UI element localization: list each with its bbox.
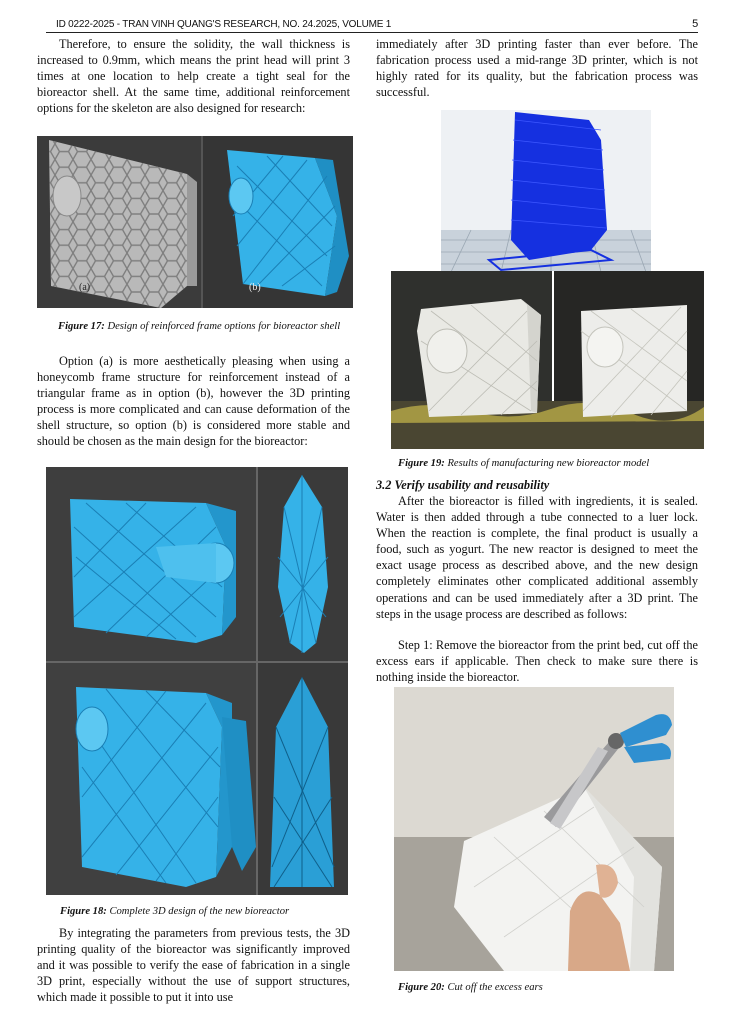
- running-header: [46, 18, 698, 32]
- figure-18-image: [46, 467, 348, 895]
- section-title: 3.2 Verify usability and reusability: [376, 478, 550, 492]
- figure-18-caption-label: Figure 18:: [60, 906, 107, 917]
- figure-20-caption-text: Cut off the excess ears: [444, 982, 543, 993]
- left-paragraph-3: By integrating the parameters from previous tests, the 3D printing quality of the bioreactor was significantly improved and it was possible to verify the ease of fabrication in a single 3D print, especially without the use of support structures, which made it possible to put it into use: [37, 926, 350, 1005]
- figure-17-caption: [58, 320, 350, 334]
- right-paragraph-1: immediately after 3D printing faster than ever before. The fabrication process used a mid-range 3D printer, which is not highly rated for its quality, but the fabrication process was successful.: [376, 37, 698, 100]
- figure-17-image: [37, 136, 353, 308]
- header-title: ID 0222-2025 - TRAN VINH QUANG'S RESEARCH, NO. 24.2025, VOLUME 1: [56, 19, 392, 30]
- figure-19-caption-label: Figure 19:: [398, 458, 445, 469]
- figure-19-caption-text: Results of manufacturing new bioreactor model: [444, 458, 650, 469]
- figure-17-label-a: (a): [79, 282, 91, 293]
- figure-20-caption: [398, 981, 698, 995]
- page-number: 5: [692, 18, 698, 30]
- figure-18-caption: [60, 905, 350, 919]
- right-paragraph-3: Step 1: Remove the bioreactor from the print bed, cut off the excess ears if applicable. Then check to make sure there is nothing inside the bioreactor.: [376, 638, 698, 685]
- figure-19-slicer-image: [441, 110, 651, 272]
- figure-18-caption-text: Complete 3D design of the new bioreactor: [106, 906, 290, 917]
- left-paragraph-2: Option (a) is more aesthetically pleasing when using a honeycomb frame structure for reinforcement instead of a triangular frame as in option (b), however the 3D printing process is more complicated and can cause deformation of the shell structure, so option (b) is considered more stable and should be chosen as the main design for the bioreactor:: [37, 354, 350, 449]
- header-rule: [46, 32, 698, 33]
- figure-17-label-b: (b): [249, 282, 261, 293]
- figure-19-caption: [398, 457, 704, 471]
- right-paragraph-2: After the bioreactor is filled with ingredients, it is sealed. Water is then added through a tube connected to a luer lock. When the reaction is complete, the final product is usually a food, such as yogurt. The new reactor is designed to meet the exact usage process as described above, and the new design completely eliminates other complicated additional assembly operations and can be used immediately after a 3D print. The steps in the usage process are described as follows:: [376, 494, 698, 621]
- figure-19-photo-image: [391, 271, 704, 449]
- figure-17-caption-text: Design of reinforced frame options for bioreactor shell: [104, 321, 341, 332]
- figure-17-caption-label: Figure 17:: [58, 321, 105, 332]
- figure-20-caption-label: Figure 20:: [398, 982, 445, 993]
- left-paragraph-1: Therefore, to ensure the solidity, the wall thickness is increased to 0.9mm, which means the print head will print 3 times at one location to help create a tight seal for the bioreactor shell. At the same time, additional reinforcement options for the skeleton are also designed for research:: [37, 37, 350, 116]
- figure-20-image: [394, 687, 674, 971]
